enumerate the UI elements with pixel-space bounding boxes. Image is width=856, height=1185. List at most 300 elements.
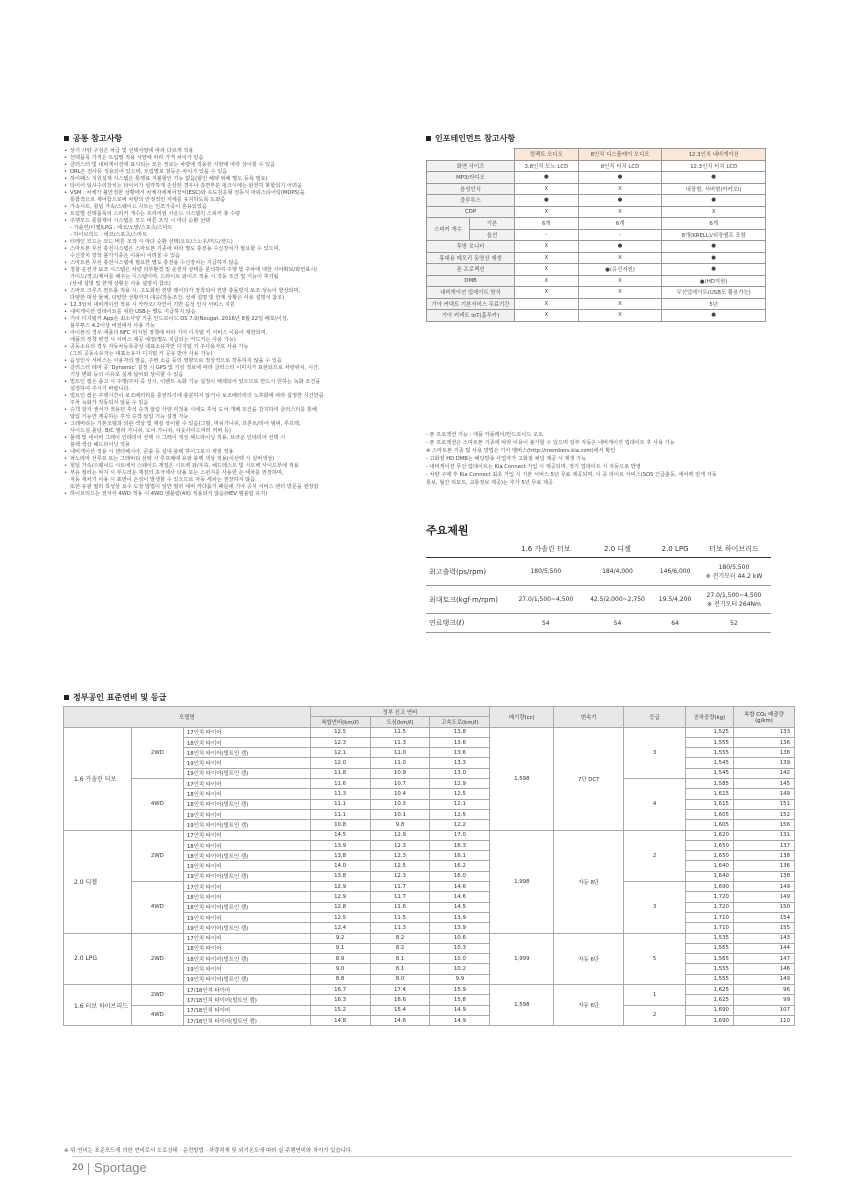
info-cell: X [578, 275, 662, 287]
eff-header-highway: 고속도로(km/ℓ) [430, 717, 490, 727]
eff-value: 13.0 [430, 768, 490, 778]
tire-spec: 19인치 타이어 [183, 809, 310, 819]
spec-row [426, 558, 771, 586]
co2-value: 142 [733, 768, 794, 778]
eff-value: 11.3 [310, 789, 370, 799]
eff-value: 11.3 [370, 737, 430, 747]
spec-hybrid-note: ※ 전기모터 264Nm [707, 600, 761, 608]
info-cell: ● [578, 172, 662, 184]
tire-spec: 17인치 타이어 [183, 779, 310, 789]
common-notes-list [64, 148, 409, 498]
eff-value: 10.8 [310, 820, 370, 830]
info-row-label: 블루투스 [427, 195, 515, 207]
info-row-label: CDP [427, 206, 515, 218]
note-item: • 선택품목 가격은 트림별 적용 사양에 따라 가격 차이가 있음 [64, 155, 409, 162]
note-item: • VSM : 차체가 불안정한 상황에서 차체자세제어장치(ESC)와 속도감응형 전동식 파워스티어링(MDPS)을 [64, 190, 409, 197]
spec-row [426, 586, 771, 614]
tire-spec: 18인치 타이어 [183, 892, 310, 902]
eff-value: 12.3 [370, 851, 430, 861]
info-cell: 12.3인치 터치 LCD [662, 160, 766, 172]
efficiency-footnote: ※ 위 연비는 표준모드에 의한 연비로서 도로상태 · 운전방법 · 차량적재 및 외기온도에 따라 실 주행연비와 차이가 있습니다. [64, 1148, 353, 1154]
transmission: 자동 8단 [554, 830, 624, 933]
drive-type: 4WD [131, 779, 183, 830]
spec-header: 2.0 디젤 [582, 541, 654, 558]
eff-value: 12.3 [370, 871, 430, 881]
tire-spec: 18인치 타이어(빌트인 캠) [183, 799, 310, 809]
note-item: • 클러스터 및 내비게이션에 표시되는 모든 정보는 차량에 적용된 사양에 따라 상이할 수 있음 [64, 162, 409, 169]
info-cell: ● [662, 172, 766, 184]
curb-weight: 1,555 [686, 748, 734, 758]
square-bullet-icon [426, 136, 431, 141]
drive-type: 2WD [131, 830, 183, 881]
info-cell: ● [515, 172, 579, 184]
co2-value: 144 [733, 943, 794, 953]
eff-row [64, 985, 795, 995]
info-note: - 폰 프로젝션 기능 : 애플 카플레이/안드로이드 오토 [426, 432, 544, 438]
info-cell: X [578, 252, 662, 264]
drive-type: 4WD [131, 1005, 183, 1026]
eff-value: 8.9 [310, 954, 370, 964]
spec-value: 54 [582, 614, 654, 633]
eff-value: 12.5 [310, 727, 370, 737]
eff-value: 17.4 [370, 985, 430, 995]
info-cell: ●(유선지원) [578, 264, 662, 276]
tire-spec: 18인치 타이어(빌트인 캠) [183, 902, 310, 912]
eff-value: 12.4 [310, 923, 370, 933]
info-cell: X [515, 183, 579, 195]
spec-label: 연료탱크(ℓ) [426, 614, 510, 633]
info-row-label: 음성인식 [427, 183, 515, 195]
info-cell: 6개 [515, 218, 579, 230]
curb-weight: 1,650 [686, 840, 734, 850]
spec-hybrid-main: 27.0/1,500~4,500 [706, 591, 762, 599]
co2-value: 149 [733, 882, 794, 892]
co2-value: 139 [733, 758, 794, 768]
co2-value: 137 [733, 840, 794, 850]
info-row-label: 스피커 개수 [427, 218, 470, 241]
note-item: • 빌트인 캠은 출고 시 주행/주차 중 상시, 이벤트 녹화 기능 설정이 해제되어 있으므로 반드시 원하는 녹화 조건을 [64, 379, 409, 386]
page-footer [72, 1156, 792, 1179]
eff-value: 11.5 [370, 727, 430, 737]
curb-weight: 1,605 [686, 809, 734, 819]
info-cell: X [515, 241, 579, 253]
transmission: 자동 6단 [554, 985, 624, 1026]
eff-value: 12.0 [310, 758, 370, 768]
note-item: 또한 유광 컬러 특성상 보수 도장 방법이 일반 컬러 대비 까다롭기 때문에 기아 공식 서비스 센터 방문을 권장함 [70, 484, 319, 490]
info-cell: X [515, 206, 579, 218]
eff-value: 8.2 [370, 933, 430, 943]
info-note: 통보, 월간 리포트, 교통정보 제공)는 추가 5년 무료 제공 [426, 480, 554, 486]
eff-value: 12.9 [310, 892, 370, 902]
info-row-sublabel: 옵션 [470, 229, 515, 241]
curb-weight: 1,545 [686, 758, 734, 768]
spec-hybrid-value [697, 586, 771, 614]
spec-label: 최고출력(ps/rpm) [426, 558, 510, 586]
displacement: 1,598 [490, 727, 554, 830]
note-item: 가이드/경고/제어를 해주는 시스템이며, 드라이브 와이즈 적용 시 작동 조건 및 기능이 추가됨 [70, 274, 279, 280]
curb-weight: 1,650 [686, 851, 734, 861]
co2-value: 110 [733, 1015, 794, 1025]
eff-value: 13.9 [430, 923, 490, 933]
eff-header-model: 모델명 [64, 707, 311, 728]
note-item: 알림 기능만 제공하는 후석 승객 알림 기능 설정 가능 [70, 414, 189, 420]
curb-weight: 1,625 [686, 995, 734, 1005]
note-item: • 상기 사양 구성은 차급 및 선택사양에 따라 다르게 적용 [64, 148, 409, 155]
eff-value: 12.1 [430, 799, 490, 809]
eff-value: 8.2 [370, 943, 430, 953]
eff-row [64, 830, 795, 840]
co2-value: 131 [733, 830, 794, 840]
spec-row [426, 614, 771, 633]
note-item: - 하이브리드 : 에코/스포츠/스마트 [70, 232, 148, 238]
co2-value: 154 [733, 912, 794, 922]
note-item: 통합적으로 제어함으로써 차량의 안정적인 자세를 유지하도록 도와줌 [70, 197, 226, 203]
tire-spec: 18인치 타이어(빌트인 캠) [183, 851, 310, 861]
spec-value: 184/4,000 [582, 558, 654, 586]
curb-weight: 1,620 [686, 830, 734, 840]
specs-title: 주요제원 [426, 524, 469, 537]
eff-value: 13.3 [430, 758, 490, 768]
info-cell: ●(HD지원) [662, 275, 766, 287]
eff-value: 14.6 [430, 892, 490, 902]
eff-value: 14.5 [430, 902, 490, 912]
curb-weight: 1,690 [686, 1015, 734, 1025]
eff-value: 9.8 [370, 820, 430, 830]
curb-weight: 1,690 [686, 882, 734, 892]
tire-spec: 18인치 타이어(빌트인 캠) [183, 748, 310, 758]
brand-logo-text: Sportage [94, 1160, 147, 1175]
info-cell: ● [515, 195, 579, 207]
curb-weight: 1,555 [686, 974, 734, 984]
note-item: 다양한 대상 물체, 다양한 상황까지 대응(작동조건, 상세 설명 및 한계 상황은 사용 설명서 참조) [70, 295, 285, 301]
info-row [427, 218, 766, 230]
curb-weight: 1,690 [686, 1005, 734, 1015]
footer-divider [88, 1163, 89, 1175]
common-notes-title: 공통 참고사항 [64, 133, 122, 144]
spec-label: 최대토크(kgf·m/rpm) [426, 586, 510, 614]
transmission: 7단 DCT [554, 727, 624, 830]
square-bullet-icon [64, 695, 69, 700]
co2-value: 107 [733, 1005, 794, 1015]
specs-table [426, 541, 771, 633]
tire-spec: 18인치 타이어 [183, 789, 310, 799]
info-row-label: 기아 커넥트 기본서비스 무료기간 [427, 298, 515, 310]
eff-value: 10.9 [370, 768, 430, 778]
eff-value: 8.8 [310, 974, 370, 984]
note-item: • 아이폰의 경우 애플의 NFC 미지원 정책에 따라 기아 디지털 키 서비스 이용이 제한되며, [64, 330, 409, 337]
spec-header: 1.6 가솔린 터보 [510, 541, 582, 558]
eff-header-official: 정부 신고 연비 [310, 707, 490, 717]
grade: 3 [624, 882, 686, 933]
eff-value: 12.5 [370, 861, 430, 871]
curb-weight: 1,615 [686, 789, 734, 799]
curb-weight: 1,625 [686, 985, 734, 995]
grade: 4 [624, 779, 686, 830]
displacement: 1,598 [490, 985, 554, 1026]
eff-value: 14.9 [430, 1005, 490, 1015]
eff-value: 13.9 [310, 840, 370, 850]
co2-value: 146 [733, 964, 794, 974]
info-header: 12.3인치 내비게이션 [662, 149, 766, 161]
info-row-label: 기아 커넥트 IoT(홈투카) [427, 310, 515, 322]
eff-value: 13.9 [430, 912, 490, 922]
eff-value: 10.6 [430, 933, 490, 943]
info-note: - 폰 프로젝션은 스마트폰 기종에 따라 이용이 불가할 수 있으며 일부 자동은 내비게이션 업데이트 후 사용 가능 [426, 440, 675, 446]
eff-value: 10.4 [370, 789, 430, 799]
curb-weight: 1,535 [686, 933, 734, 943]
infotainment-table [426, 148, 766, 322]
eff-row [64, 779, 795, 789]
info-cell: - [515, 229, 579, 241]
tire-spec: 17인치 타이어 [183, 830, 310, 840]
info-row [427, 275, 766, 287]
info-cell: ● [578, 195, 662, 207]
info-cell: X [578, 183, 662, 195]
eff-value: 12.5 [430, 809, 490, 819]
eff-value: 12.8 [310, 902, 370, 912]
note-item: 블랙 색상 헤드라이닝 적용 [70, 442, 131, 448]
note-item: (그외 공동소유자는 대표소유자 디지털 키 공유 받아 사용 가능) [70, 351, 213, 357]
eff-value: 11.6 [370, 902, 430, 912]
drive-type: 2WD [131, 985, 183, 1006]
eff-value: 9.2 [310, 933, 370, 943]
info-row-label: 휴대용 메모리 동영상 재생 [427, 252, 515, 264]
note-item: • 그래비티는 기본모델과 외관 색상 및 재질 상이할 수 있음(그릴, 머쉬가니쉬, 프론트/리어 범퍼, 루프랙, [64, 421, 409, 428]
page-number: 20 [72, 1163, 84, 1173]
info-cell: 8개(KRELL)/외장앰프 포함 [662, 229, 766, 241]
eff-header-city: 도심(km/ℓ) [370, 717, 430, 727]
info-cell: 무선업데이트(USB도 활용가능) [662, 287, 766, 299]
info-row-label: MP3/라디오 [427, 172, 515, 184]
co2-value: 96 [733, 985, 794, 995]
info-cell: X [662, 206, 766, 218]
eff-value: 8.1 [370, 964, 430, 974]
tire-spec: 17/18인치 타이어 [183, 985, 310, 995]
eff-value: 11.3 [370, 923, 430, 933]
info-cell: - [578, 229, 662, 241]
eff-value: 11.7 [370, 882, 430, 892]
spec-value: 19.5/4,200 [653, 586, 697, 614]
eff-value: 9.0 [310, 964, 370, 974]
displacement: 1,998 [490, 830, 554, 933]
efficiency-title: 정부공인 표준연비 및 등급 [64, 692, 166, 703]
info-cell: X [578, 287, 662, 299]
tire-spec: 19인치 타이어(빌트인 캠) [183, 820, 310, 830]
tire-spec: 19인치 타이어 [183, 964, 310, 974]
info-cell: ● [662, 310, 766, 322]
grade: 2 [624, 830, 686, 881]
curb-weight: 1,555 [686, 737, 734, 747]
co2-value: 145 [733, 779, 794, 789]
eff-value: 13.6 [430, 737, 490, 747]
tire-spec: 17인치 타이어 [183, 882, 310, 892]
info-cell: 8인치 터치 LCD [578, 160, 662, 172]
model-name: 2.0 LPG [64, 933, 132, 984]
eff-value: 10.3 [430, 943, 490, 953]
co2-value: 143 [733, 933, 794, 943]
eff-row [64, 727, 795, 737]
eff-value: 14.6 [370, 1015, 430, 1025]
eff-header-grade: 등급 [624, 707, 686, 728]
eff-header-combined: 복합연비(km/ℓ) [310, 717, 370, 727]
co2-value: 138 [733, 748, 794, 758]
square-bullet-icon [64, 136, 69, 141]
info-cell: ● [662, 264, 766, 276]
info-row-label: 폰 프로젝션 [427, 264, 515, 276]
note-item: 설정하여 주시기 바랍니다. [70, 386, 131, 392]
spec-header: 2.0 LPG [653, 541, 697, 558]
info-row-label: 내비게이션 업데이트 방식 [427, 287, 515, 299]
eff-value: 16.0 [430, 871, 490, 881]
note-item: • 터레인 모드는 모드 버튼 조작 시 마다 순환 선택(오토/스노우/머드/샌드) [64, 239, 409, 246]
info-row [427, 172, 766, 184]
info-header: 8인치 디스플레이 오디오 [578, 149, 662, 161]
info-row [427, 229, 766, 241]
note-item: • 음성인식 서비스는 사용자의 발음, 주변 소음 등의 영향으로 정상적으로 작동하지 않을 수 있음 [64, 358, 409, 365]
tire-spec: 19인치 타이어(빌트인 캠) [183, 923, 310, 933]
eff-value: 11.6 [310, 779, 370, 789]
eff-value: 9.9 [430, 974, 490, 984]
tire-spec: 19인치 타이어(빌트인 캠) [183, 768, 310, 778]
note-item: 애플의 정책 변경 시 서비스 제공 예정(별도 지급되는 카드키는 사용 가능) [70, 337, 236, 343]
eff-value: 8.0 [370, 974, 430, 984]
eff-row [64, 882, 795, 892]
eff-value: 10.2 [430, 964, 490, 974]
eff-value: 10.3 [370, 799, 430, 809]
eff-value: 14.9 [430, 1015, 490, 1025]
co2-value: 151 [733, 799, 794, 809]
note-item: • 가속시트, 힐팁 가속/스웨이드 시트는 인조가죽이 혼용되었음 [64, 204, 409, 211]
eff-row [64, 1005, 795, 1015]
eff-value: 12.3 [370, 840, 430, 850]
co2-value: 149 [733, 789, 794, 799]
note-item: • 하이브리드는 전자식 4WD 적용 시 4WD 엠블럼(4X) 적용되지 않음(HEV 엠블럼 유지) [64, 491, 409, 498]
eff-value: 11.0 [370, 758, 430, 768]
note-item: 사이드실 몰딩, B/C 필라 가니쉬, 도어 가니쉬, 아웃사이드미러 커버 등) [70, 428, 232, 434]
info-row [427, 287, 766, 299]
info-note: - 고화질 HD DMB는 해당방송 사업자가 고화질 채널 제공 시 재생 가능 [426, 456, 587, 462]
eff-value: 15.2 [310, 1005, 370, 1015]
co2-value: 152 [733, 809, 794, 819]
tire-spec: 17인치 타이어 [183, 933, 310, 943]
note-item: • 스마트폰 무선 충전시스템은 스마트폰 기종에 따라 별도 충전용 수신장치가 필요할 수 있으며, [64, 246, 409, 253]
curb-weight: 1,615 [686, 799, 734, 809]
grade: 2 [624, 1005, 686, 1026]
eff-value: 13.8 [310, 851, 370, 861]
note-item: 자동 세차기 이용 시 표면이 손상이 발생할 수 있으므로 자동 세차는 권장하지 않음. [70, 477, 257, 483]
co2-value: 155 [733, 923, 794, 933]
spec-header: 터보 하이브리드 [697, 541, 771, 558]
curb-weight: 1,555 [686, 964, 734, 974]
efficiency-table [63, 706, 795, 1026]
spec-hybrid-main: 180/5,500 [718, 563, 750, 571]
info-cell: X [515, 298, 579, 310]
eff-value: 12.5 [430, 789, 490, 799]
info-cell: X [578, 310, 662, 322]
co2-value: 149 [733, 974, 794, 984]
spec-value: 54 [510, 614, 582, 633]
note-item: • 내비게이션 업데이트를 위한 USB는 별도 지급하지 않음 [64, 309, 409, 316]
co2-value: 136 [733, 737, 794, 747]
grade: 3 [624, 727, 686, 778]
eff-value: 14.5 [310, 830, 370, 840]
spec-hybrid-note: ※ 전기모터 44.2 kW [705, 572, 763, 580]
info-row [427, 195, 766, 207]
note-item: • 타이어 임시수리장치는 타이어가 심각하게 손상된 경우나 측면부분 펑크시에는 완전히 봉합되기 어려움 [64, 183, 409, 190]
note-item: • DRL은 전사등 적용되어 있으며, 트림별로 점등은 차이가 있을 수 있음 [64, 169, 409, 176]
note-item: • 클러스터 테마 중 'Dynamic' 설정 시 GPS 및 기상 정보에 따라 클러스터 이미지가 표현되므로 차량위치, 시간, [64, 365, 409, 372]
eff-value: 14.0 [310, 861, 370, 871]
info-row-sublabel: 기본 [470, 218, 515, 230]
curb-weight: 1,525 [686, 727, 734, 737]
curb-weight: 1,565 [686, 954, 734, 964]
note-item: • 블랙 및 네이비 그레이 인테리어 선택 시 그레이 색상 헤드라이닝 적용, 브라운 인테리어 선택 시 [64, 435, 409, 442]
eff-value: 10.7 [370, 779, 430, 789]
curb-weight: 1,545 [686, 768, 734, 778]
spec-value: 146/6,000 [653, 558, 697, 586]
info-cell: X [515, 275, 579, 287]
co2-value: 99 [733, 995, 794, 1005]
note-item: • 주행모드 통합제어 시스템은 모드 버튼 조작 시 마다 순환 선택 [64, 218, 409, 225]
drive-type: 4WD [131, 882, 183, 933]
tire-spec: 17/18인치 타이어(빌트인 캠) [183, 1015, 310, 1025]
note-item: 블루투스 4.2이상 버전에서 사용 가능 [70, 323, 156, 329]
co2-value: 147 [733, 954, 794, 964]
eff-value: 11.7 [370, 892, 430, 902]
eff-value: 12.9 [430, 779, 490, 789]
note-item: • 트림별 선택품목의 스피커 개수는 프리미엄 사운드 시스템의 스피커 총 수량 [64, 211, 409, 218]
note-item: • 파노라마 선루프 또는 그래비티 선택 시 루프패에 유광 블랙 색상 적용(이선택 시 실버색상) [64, 456, 409, 463]
curb-weight: 1,640 [686, 861, 734, 871]
curb-weight: 1,605 [686, 820, 734, 830]
curb-weight: 1,565 [686, 943, 734, 953]
tire-spec: 17/18인치 타이어 [183, 1005, 310, 1015]
info-cell: ● [578, 241, 662, 253]
tire-spec: 19인치 타이어(빌트인 캠) [183, 871, 310, 881]
eff-value: 16.2 [430, 861, 490, 871]
infotainment-notes [426, 431, 771, 487]
info-cell: X [515, 264, 579, 276]
info-note: - 내비게이션 무선 업데이트는 Kia Connect 가입 시 제공되며, 정기 업데이트 시 자동으로 반영 [426, 464, 641, 470]
info-cell: X [515, 287, 579, 299]
model-name: 2.0 디젤 [64, 830, 132, 933]
eff-value: 12.5 [310, 912, 370, 922]
info-cell: X [578, 206, 662, 218]
eff-header-weight: 공차중량(kg) [686, 707, 734, 728]
curb-weight: 1,585 [686, 779, 734, 789]
info-cell: X [515, 252, 579, 264]
eff-value: 15.8 [430, 995, 490, 1005]
eff-value: 11.5 [370, 912, 430, 922]
eff-value: 12.2 [430, 820, 490, 830]
co2-value: 136 [733, 861, 794, 871]
eff-value: 12.1 [310, 748, 370, 758]
info-row [427, 310, 766, 322]
info-cell: X [515, 310, 579, 322]
curb-weight: 1,720 [686, 892, 734, 902]
displacement: 1,999 [490, 933, 554, 984]
co2-value: 156 [733, 820, 794, 830]
eff-value: 16.3 [430, 840, 490, 850]
eff-value: 17.0 [430, 830, 490, 840]
info-row [427, 160, 766, 172]
grade: 5 [624, 933, 686, 984]
eff-value: 11.8 [310, 768, 370, 778]
spec-value: 42.5/2,000~2,750 [582, 586, 654, 614]
eff-value: 15.4 [370, 1005, 430, 1015]
note-item: • 스마트 크루즈 컨트롤 적용 시, 고도화된 전방 레이더가 장착되어 전방 충돌방지 보조 성능이 향상되며, [64, 288, 409, 295]
eff-value: 16.1 [430, 851, 490, 861]
